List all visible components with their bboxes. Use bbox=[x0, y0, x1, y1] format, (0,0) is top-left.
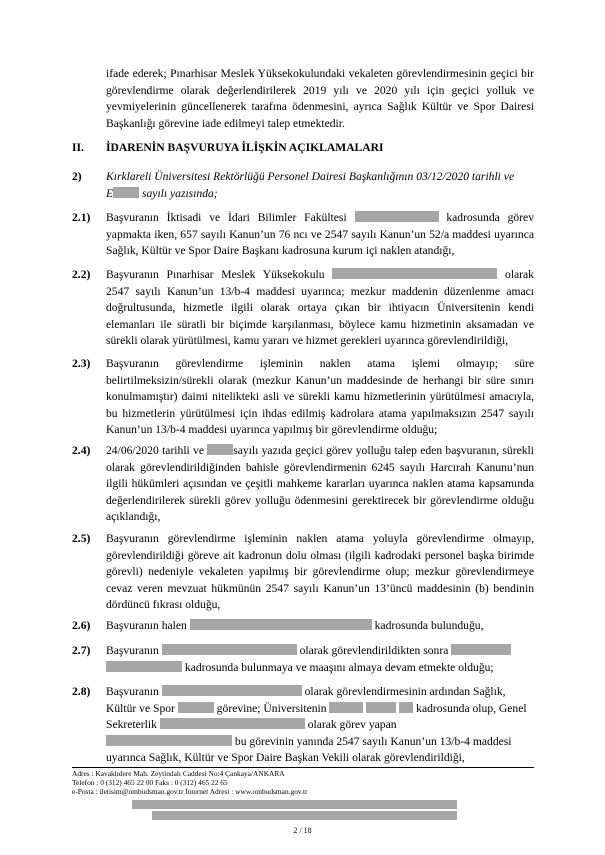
item-2-8-part-d: kadrosunda olup, Genel Sekreterlik bbox=[106, 701, 527, 732]
redaction bbox=[329, 702, 363, 713]
item-2-text bbox=[106, 169, 534, 202]
item-2-8-part-a: Başvuranın bbox=[106, 685, 159, 698]
redaction bbox=[366, 702, 396, 713]
item-2-line1: Kırklareli Üniversitesi Rektörlüğü Personel Dairesi Başkanlığının 03/12/2020 tarihli ve bbox=[106, 170, 515, 183]
item-2-8-part-e: olarak görev yapan bbox=[307, 718, 397, 732]
redaction bbox=[355, 211, 439, 222]
redaction bbox=[451, 644, 511, 655]
section-heading bbox=[72, 141, 384, 154]
item-2-8-part-b: olarak görevlendirmesinin ardından Sağlık, Kültür ve Spor bbox=[106, 685, 506, 715]
item-2-6-part-b: kadrosunda bulunduğu, bbox=[374, 619, 484, 632]
redaction bbox=[190, 619, 372, 630]
item-2-8-part-c: görevine; Üniversitenin bbox=[216, 701, 327, 715]
item-2-2-text bbox=[106, 267, 534, 350]
redaction bbox=[332, 268, 497, 279]
item-number: 2.7) bbox=[72, 644, 91, 657]
redaction bbox=[178, 702, 214, 713]
footer-address: Adres : Kavaklıdere Mah. Zeytindalı Caddesi No:4 Çankaya/ANKARA bbox=[72, 769, 285, 778]
footer-email: e-Posta : iletisim@ombudsman.gov.tr İnternet Adresi : www.ombudsman.gov.tr bbox=[72, 787, 308, 797]
item-2-8-part-f: bu görevinin yanında 2547 sayılı Kanun’un 13/b-4 maddesi uyarınca Sağlık, Kültür ve Spor Daire Başkan Vekili olarak görevlendirildiği, bbox=[106, 734, 512, 765]
item-2-line2-prefix: E bbox=[106, 186, 114, 200]
item-2-1-part-b: kadrosunda görev yapmakta iken, 657 sayılı Kanun’un 76 ncı ve 2547 sayılı Kanun’un 52/a maddesi uyarınca Sağlık, Kültür ve Spor Daire Başkanı kadrosuna kurum içi naklen atandığı, bbox=[106, 211, 534, 258]
redaction bbox=[113, 187, 139, 198]
section-number: II. bbox=[72, 141, 84, 154]
footer-phone: Telefon : 0 (312) 465 22 00 Faks : 0 (312) 465 22 65 bbox=[72, 778, 228, 788]
item-2-4-part-a: 24/06/2020 tarihli ve bbox=[106, 444, 204, 457]
item-number: 2.8) bbox=[72, 685, 91, 698]
redaction bbox=[152, 811, 457, 820]
item-2-7-part-c: kadrosunda bulunmaya ve maaşını almaya devam etmekte olduğu; bbox=[184, 660, 494, 674]
item-number: 2.2) bbox=[72, 268, 91, 281]
redaction bbox=[132, 800, 457, 809]
redaction bbox=[162, 644, 297, 655]
section-title: İDARENİN BAŞVURUYA İLİŞKİN AÇIKLAMALARI bbox=[106, 141, 384, 154]
item-2-8-text bbox=[106, 684, 534, 767]
item-2-7-part-a: Başvuranın bbox=[106, 644, 159, 657]
item-number: 2.6) bbox=[72, 619, 91, 632]
redaction bbox=[106, 735, 232, 746]
redaction bbox=[162, 685, 302, 696]
intro-paragraph: ifade ederek; Pınarhisar Meslek Yüksekokulundaki vekaleten görevlendirmesinin geçici bir görevlendirme olarak değerlendirilerek 2019 yılı ve 2020 yılı için geçici yolluk ve yevmiyelerinin güncellenerek tarafına ödenmesini, ayrıca Sağlık Kültür ve Spor Dairesi Başkanlığı görevine iade edilmeyi talep etmektedir. bbox=[106, 67, 534, 130]
item-2-6-text bbox=[106, 618, 534, 635]
item-number: 2.4) bbox=[72, 444, 91, 457]
item-2-1-text bbox=[106, 210, 534, 260]
item-2-5-text: Başvuranın görevlendirme işleminin naklen atama yoluyla görevlendirme olmayıp, görevlendirildiği göreve ait kadronun dolu olması (ilgili kadrodaki personel başka birimde görevli) nedeniyle vekaleten yapılmış bir görevlendirme olup; mezkur görevlendirmeye cevaz veren mevzuat hükmünün 2547 sayılı Kanun’un 13’üncü maddesinin (b) bendinin dördüncü fıkrası olduğu, bbox=[106, 532, 534, 612]
page-number: 2 / 18 bbox=[293, 826, 312, 835]
item-2-1-part-a: Başvuranın İktisadi ve İdari Bilimler Fakültesi bbox=[106, 211, 347, 224]
item-2-2-part-b: olarak 2547 sayılı Kanun’un 13/b-4 maddesi uyarınca; mezkur maddenin düzenlenme amacı doğrultusunda, hizmetle ilgili olarak ortaya çıkan bir ihtiyacın Üniversitenin kendi elemanları ile süratli bir biçimde karşılanması, böylece kamu hizmetinin aksamadan ve sürekli olarak yürütülmesi, kamu yararı ve hizmet gerekleri uyarınca görevlendirildiği, bbox=[106, 268, 534, 348]
redaction bbox=[399, 702, 413, 713]
item-2-4-part-b: sayılı yazıda geçici görev yolluğu talep eden başvuranın, sürekli olarak görevlendirildiğinden bahisle görevlendirmenin 6245 sayılı Harcırah Kanunu’nun ilgili hükümleri açısından ve çeşitli mahkeme kararları uyarınca naklen atama kapsamında değerlendirilerek sürekli görev yolluğu ödenmesini gerektirecek bir görevlendirme olduğu açıklandığı, bbox=[106, 444, 534, 524]
item-number: 2.1) bbox=[72, 211, 91, 224]
item-2-3-text: Başvuranın görevlendirme işleminin naklen atama işlemi olmayıp; süre belirtilmeksizin/sürekli olarak (mezkur Kanun’un maddesinde de herhangi bir süre sınırı konulmamıştır) daimi nitelikteki asli ve sürekli kamu hizmetlerinin yürütülmesi amacıyla, bu hizmetlerin yürütülmesi için ihdas edilmiş kadrolara atama yapılmaksızın 2547 sayılı Kanun’un 13/b-4 maddesi uyarınca yapılmış bir görevlendirme olduğu; bbox=[106, 357, 534, 437]
item-2-2-part-a: Başvuranın Pınarhisar Meslek Yüksekokulu bbox=[106, 268, 325, 281]
redaction bbox=[207, 444, 233, 455]
item-2-7-text bbox=[106, 643, 534, 676]
item-number: 2.5) bbox=[72, 532, 91, 545]
redaction bbox=[106, 661, 182, 672]
item-number: 2) bbox=[72, 170, 82, 183]
item-2-line2-suffix: sayılı yazısında; bbox=[139, 186, 218, 200]
item-number: 2.3) bbox=[72, 357, 91, 370]
footer-divider bbox=[72, 767, 534, 768]
item-2-4-text bbox=[106, 443, 534, 526]
redaction bbox=[160, 718, 305, 729]
item-2-6-part-a: Başvuranın halen bbox=[106, 619, 187, 632]
item-2-7-part-b: olarak görevlendirildikten sonra bbox=[299, 644, 449, 657]
footer-contact bbox=[72, 769, 307, 797]
